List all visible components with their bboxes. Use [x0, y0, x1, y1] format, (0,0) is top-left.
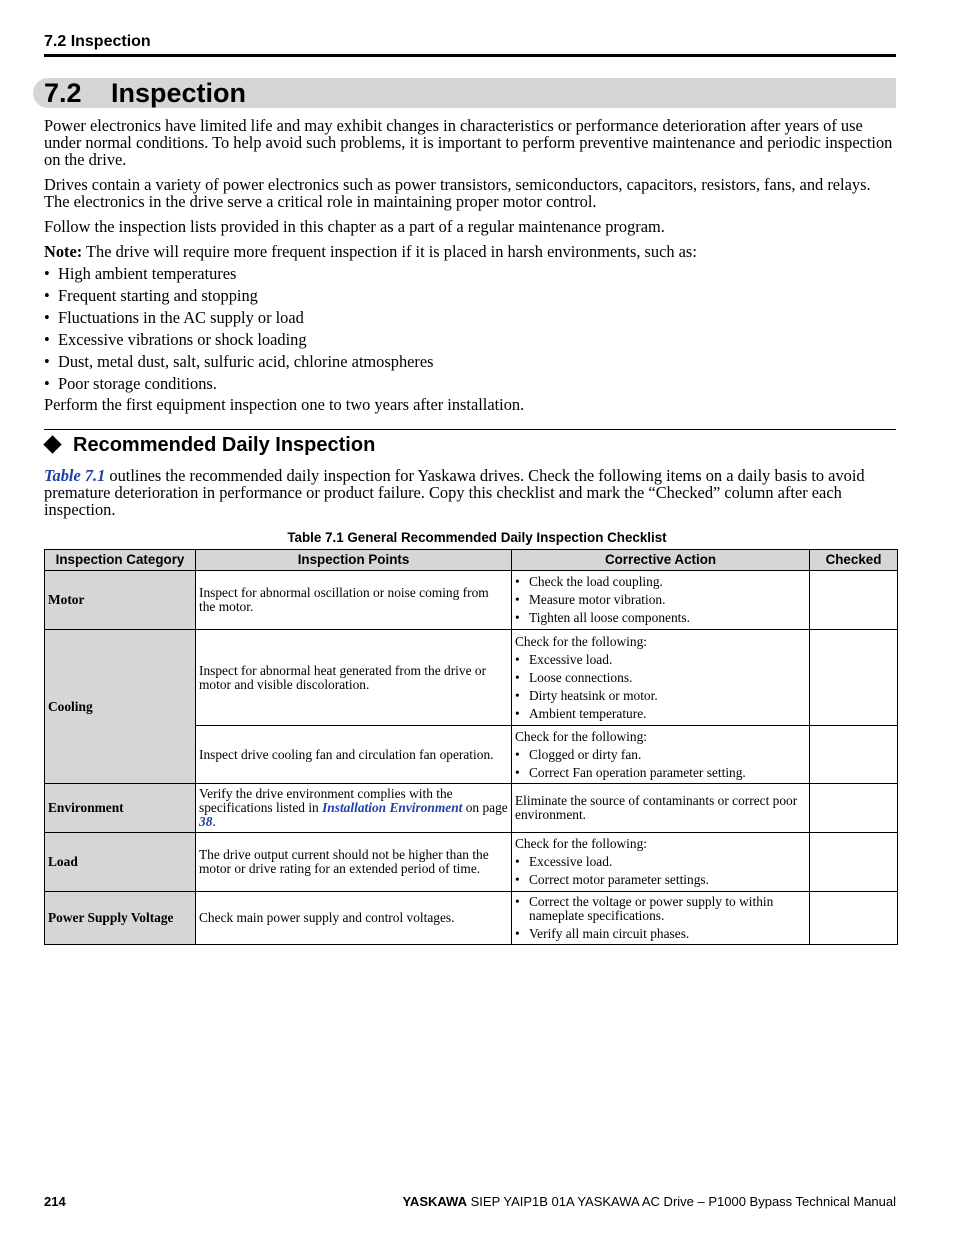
section-title: [44, 78, 246, 108]
brand-name: YASKAWA: [402, 1194, 467, 1209]
action-cell: • Check the load coupling. • Measure motor vibration. • Tighten all loose components.: [512, 571, 810, 630]
category-motor: Motor: [45, 571, 196, 630]
note-text: The drive will require more frequent inspection if it is placed in harsh environments, such as:: [82, 242, 697, 261]
header-inspection-category: Inspection Category: [45, 550, 196, 571]
checked-cell[interactable]: [810, 726, 898, 784]
category-power-supply-voltage: Power Supply Voltage: [45, 892, 196, 945]
table-row: [45, 833, 898, 892]
table-7-1-link[interactable]: Table 7.1: [44, 466, 106, 485]
header-inspection-points: Inspection Points: [196, 550, 512, 571]
inspection-checklist-table: [44, 549, 898, 945]
installation-environment-link[interactable]: Installation Environment: [322, 800, 463, 815]
table-caption: Table 7.1 General Recommended Daily Inspection Checklist: [287, 530, 667, 545]
page-38-link[interactable]: 38: [199, 814, 213, 829]
header-corrective-action: Corrective Action: [512, 550, 810, 571]
checked-cell[interactable]: [810, 892, 898, 945]
note-paragraph: [44, 243, 897, 260]
intro-paragraph-1: Power electronics have limited life and may exhibit changes in characteristics or performance deterioration after years of use under normal conditions. To help avoid such problems, it is important to perform preventive maintenance and periodic inspection on the drive.: [44, 116, 893, 169]
list-item: • Dust, metal dust, salt, sulfuric acid, chlorine atmospheres: [44, 352, 434, 371]
page-number: 214: [44, 1194, 66, 1209]
subsection-paragraph: Table 7.1 outlines the recommended daily inspection for Yaskawa drives. Check the following items on a daily basis to avoid premature deterioration in performance or product failure. Copy this checklist and mark the “Checked” column after each inspection.: [44, 466, 865, 519]
harsh-environment-list: [44, 265, 897, 397]
footer-document-title: [402, 1194, 896, 1209]
action-cell: Check for the following: • Clogged or dirty fan. • Correct Fan operation parameter setting.: [512, 726, 810, 784]
list-item: • Excessive vibrations or shock loading: [44, 330, 307, 349]
action-cell: • Correct the voltage or power supply to within nameplate specifications. • Verify all main circuit phases.: [512, 892, 810, 945]
category-environment: Environment: [45, 784, 196, 833]
list-item: • Fluctuations in the AC supply or load: [44, 308, 304, 327]
action-cell: Eliminate the source of contaminants or correct poor environment.: [512, 784, 810, 833]
intro-paragraph-2: Drives contain a variety of power electronics such as power transistors, semiconductors, capacitors, resistors, fans, and relays. The electronics in the drive serve a critical role in maintaining proper motor control.: [44, 175, 871, 211]
list-item: • Frequent starting and stopping: [44, 286, 258, 305]
diamond-bullet-icon: [43, 436, 61, 454]
section-title-text: Inspection: [111, 78, 247, 108]
category-load: Load: [45, 833, 196, 892]
running-head: 7.2 Inspection: [44, 33, 151, 50]
subsection-rule: [44, 429, 896, 430]
list-item: • Poor storage conditions.: [44, 374, 217, 393]
points-cell: The drive output current should not be higher than the motor or drive rating for an extended period of time.: [196, 833, 512, 892]
table-row: [45, 784, 898, 833]
checked-cell[interactable]: [810, 833, 898, 892]
document-name: SIEP YAIP1B 01A YASKAWA AC Drive – P1000 Bypass Technical Manual: [467, 1194, 896, 1209]
subsection-heading: Recommended Daily Inspection: [44, 433, 375, 457]
intro-paragraph-3: Follow the inspection lists provided in this chapter as a part of a regular maintenance program.: [44, 217, 665, 236]
action-cell: Check for the following: • Excessive load. • Loose connections. • Dirty heatsink or motor. • Ambient temperature.: [512, 630, 810, 726]
points-cell: Check main power supply and control voltages.: [196, 892, 512, 945]
checked-cell[interactable]: [810, 630, 898, 726]
category-cooling: Cooling: [45, 630, 196, 784]
table-row: [45, 630, 898, 726]
points-cell: Inspect for abnormal oscillation or noise coming from the motor.: [196, 571, 512, 630]
header-checked: Checked: [810, 550, 898, 571]
header-rule: [44, 54, 896, 57]
checked-cell[interactable]: [810, 784, 898, 833]
checked-cell[interactable]: [810, 571, 898, 630]
list-item: • High ambient temperatures: [44, 264, 237, 283]
action-cell: Check for the following: • Excessive load. • Correct motor parameter settings.: [512, 833, 810, 892]
table-row: [45, 892, 898, 945]
points-cell: Inspect drive cooling fan and circulation fan operation.: [196, 726, 512, 784]
note-label: Note:: [44, 242, 83, 261]
points-cell: Verify the drive environment complies with the specifications listed in Installation Environment on page 38.: [196, 784, 512, 833]
intro-paragraph-4: Perform the first equipment inspection one to two years after installation.: [44, 395, 525, 414]
points-cell: Inspect for abnormal heat generated from the drive or motor and visible discoloration.: [196, 630, 512, 726]
section-number: 7.2: [44, 78, 82, 108]
section-title-bar: [33, 78, 896, 108]
table-header-row: [45, 550, 898, 571]
table-row: [45, 571, 898, 630]
